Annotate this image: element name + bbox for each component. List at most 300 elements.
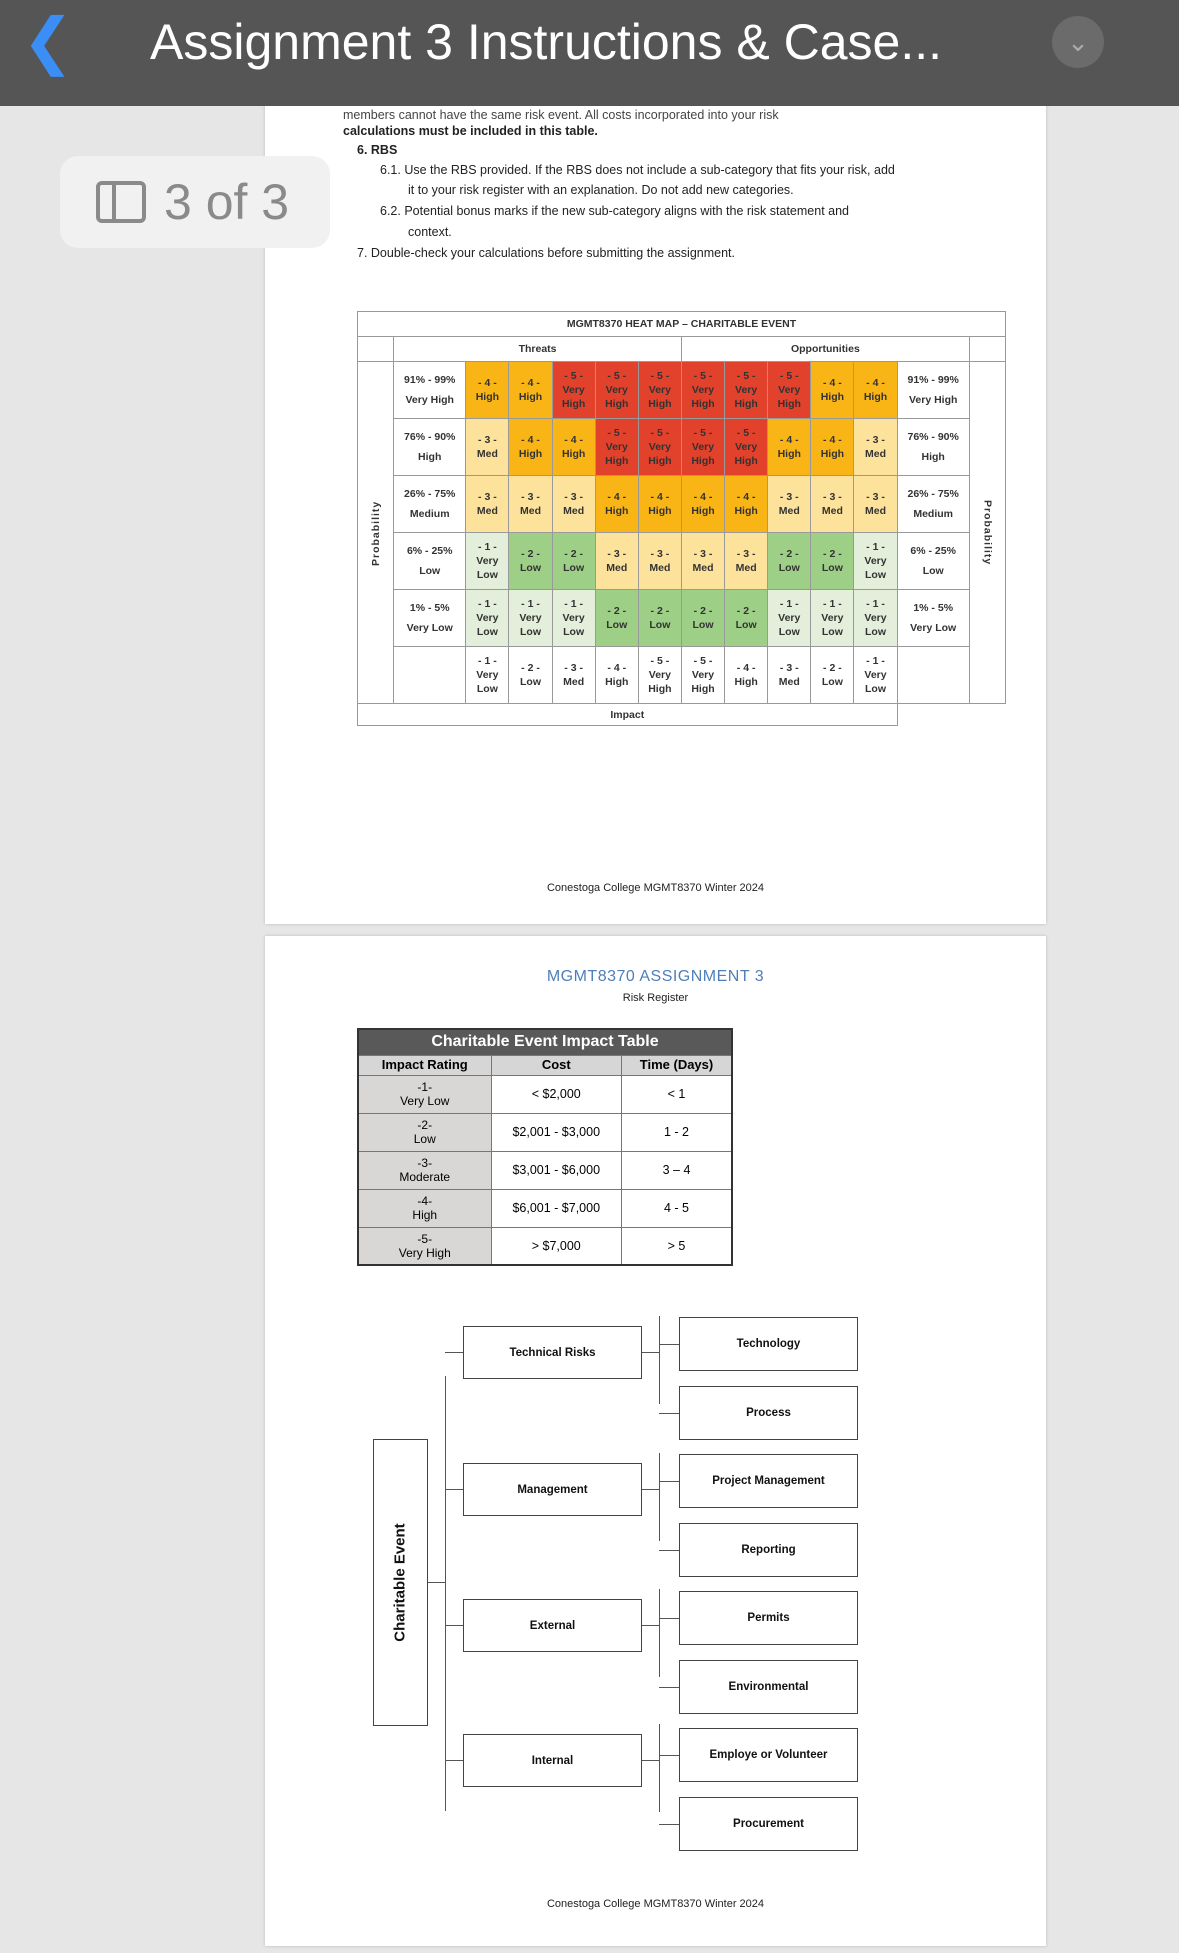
- cell-score: - 3 -: [866, 491, 885, 503]
- cell-score: - 1 -: [564, 598, 583, 610]
- rbs-root: [373, 1439, 428, 1726]
- connector-line: [445, 1489, 463, 1490]
- item-6-1-cont: it to your risk register with an explanation. Do not add new categories.: [408, 183, 794, 197]
- level: Very High: [405, 394, 454, 406]
- rating-num: -5-: [417, 1231, 433, 1246]
- heat-cell: [638, 419, 681, 476]
- heat-cell: [595, 419, 638, 476]
- heat-cell: [811, 419, 854, 476]
- cell-label: Very High: [734, 384, 758, 410]
- level: Medium: [913, 508, 954, 520]
- cell-score: - 5 -: [607, 370, 627, 382]
- cell-score: - 5 -: [693, 427, 713, 439]
- rating-name: Moderate: [399, 1170, 451, 1184]
- top-bar: [0, 0, 1179, 106]
- connector-line: [659, 1453, 660, 1541]
- cell-score: - 5 -: [779, 370, 799, 382]
- cell-label: Very High: [605, 441, 629, 467]
- cell-score: - 3 -: [866, 434, 885, 446]
- impact-cell: [811, 647, 854, 704]
- impact-rating: [358, 1227, 491, 1265]
- threats-header: Threats: [394, 337, 682, 362]
- item-6-2-cont: context.: [408, 225, 452, 239]
- cell-label: High: [518, 391, 543, 403]
- connector-line: [642, 1489, 659, 1490]
- heat-cell: [854, 590, 897, 647]
- cost-cell: < $2,000: [491, 1075, 622, 1113]
- rbs-subcategory: [679, 1660, 858, 1714]
- cell-label: Very Low: [476, 555, 499, 581]
- heat-cell: [638, 476, 681, 533]
- impact-cell: [466, 647, 509, 704]
- cell-score: - 2 -: [823, 662, 842, 674]
- cell-label: High: [820, 448, 845, 460]
- cell-label: Very High: [691, 441, 715, 467]
- blank: [394, 647, 466, 704]
- level: Very Low: [406, 622, 453, 634]
- rbs-subcategory: [679, 1317, 858, 1371]
- heat-cell: [638, 590, 681, 647]
- cell-score: - 5 -: [650, 427, 670, 439]
- cost-cell: $2,001 - $3,000: [491, 1113, 622, 1151]
- cell-score: - 5 -: [736, 370, 756, 382]
- cell-label: Very Low: [864, 612, 887, 638]
- cell-score: - 2 -: [693, 605, 713, 617]
- cell-label: Very High: [561, 384, 586, 410]
- opportunities-header: Opportunities: [681, 337, 969, 362]
- connector-line: [659, 1824, 679, 1825]
- connector-line: [659, 1550, 679, 1551]
- probability-label-left: Probability: [358, 362, 394, 704]
- rbs-subcategory-label: Employe or Volunteer: [709, 1749, 828, 1761]
- cell-score: - 3 -: [650, 548, 670, 560]
- heat-cell: [681, 419, 724, 476]
- heat-cell: [466, 590, 509, 647]
- cell-label: Very Low: [778, 612, 801, 638]
- cell-score: - 3 -: [693, 548, 713, 560]
- cell-label: Med: [778, 505, 800, 517]
- connector-line: [659, 1344, 679, 1345]
- cell-score: - 4 -: [564, 434, 583, 446]
- cell-label: Low: [563, 562, 585, 574]
- impact-rating: [358, 1113, 491, 1151]
- col-header: Impact Rating: [358, 1055, 491, 1075]
- cell-label: Very Low: [864, 669, 887, 695]
- cell-score: - 1 -: [478, 541, 497, 553]
- rbs-category-label: Internal: [531, 1754, 574, 1767]
- pct: 6% - 25%: [910, 545, 956, 557]
- cell-label: Med: [476, 505, 498, 517]
- cell-score: - 3 -: [779, 662, 799, 674]
- connector-line: [642, 1625, 659, 1626]
- probability-level: [394, 419, 466, 476]
- cell-label: Low: [778, 562, 800, 574]
- heat-map-title: MGMT8370 HEAT MAP – CHARITABLE EVENT: [358, 312, 1006, 337]
- cell-score: - 2 -: [521, 548, 540, 560]
- cell-score: - 4 -: [607, 491, 627, 503]
- connector-line: [445, 1625, 463, 1626]
- cell-score: - 1 -: [866, 655, 885, 667]
- cell-label: Very High: [648, 441, 672, 467]
- heat-cell: [595, 533, 638, 590]
- rbs-category: [463, 1599, 642, 1652]
- cell-label: Low: [692, 619, 714, 631]
- cell-score: - 1 -: [866, 541, 885, 553]
- heat-cell: [595, 590, 638, 647]
- time-cell: 1 - 2: [622, 1113, 732, 1151]
- cell-score: - 4 -: [823, 434, 842, 446]
- level: Low: [922, 565, 944, 577]
- page-count: 3 of 3: [164, 174, 290, 230]
- connector-line: [445, 1376, 446, 1811]
- probability-level: [394, 476, 466, 533]
- cell-label: Med: [606, 562, 628, 574]
- rating-num: -2-: [417, 1118, 433, 1132]
- impact-table-caption: Charitable Event Impact Table: [358, 1029, 732, 1055]
- heat-cell: [681, 362, 724, 419]
- heat-cell: [768, 419, 811, 476]
- heat-cell: [854, 533, 897, 590]
- cell-label: High: [777, 448, 801, 460]
- rbs-root-label: Charitable Event: [392, 1523, 409, 1642]
- heat-cell: [552, 533, 595, 590]
- cell-score: - 3 -: [779, 491, 799, 503]
- rbs-subcategory-label: Procurement: [733, 1817, 804, 1830]
- cell-label: High: [820, 391, 845, 403]
- level: High: [418, 451, 442, 463]
- time-cell: > 5: [622, 1227, 732, 1265]
- cell-label: Med: [865, 448, 887, 460]
- heat-cell: [552, 476, 595, 533]
- rbs-subcategory: [679, 1728, 858, 1782]
- rbs-subcategory: [679, 1797, 858, 1851]
- cell-score: - 4 -: [521, 434, 540, 446]
- cell-label: Very Low: [519, 612, 542, 638]
- document-title: Assignment 3 Instructions & Case...: [150, 14, 943, 70]
- heat-cell: [811, 533, 854, 590]
- probability-label-right: Probability: [969, 362, 1005, 704]
- heat-cell: [681, 476, 724, 533]
- rbs-category: [463, 1463, 642, 1516]
- cell-label: High: [475, 391, 500, 403]
- back-chevron-icon[interactable]: ❮: [22, 7, 74, 76]
- probability-level-right: [897, 476, 969, 533]
- heat-cell: [466, 476, 509, 533]
- page-footer: Conestoga College MGMT8370 Winter 2024: [546, 1898, 765, 1910]
- cut-text: members cannot have the same risk event. All costs incorporated into your risk: [343, 108, 779, 122]
- cell-score: - 3 -: [478, 491, 497, 503]
- item-6-1: 6.1. Use the RBS provided. If the RBS does not include a sub-category that fits your risk, add: [380, 163, 895, 177]
- heat-cell: [595, 362, 638, 419]
- pct: 1% - 5%: [409, 602, 450, 614]
- level: High: [921, 451, 945, 463]
- rating-num: -4-: [417, 1194, 433, 1208]
- probability-level: [394, 590, 466, 647]
- rbs-subcategory: [679, 1454, 858, 1508]
- cell-label: High: [561, 448, 586, 460]
- cell-score: - 4 -: [693, 491, 713, 503]
- cell-score: - 1 -: [478, 655, 497, 667]
- cell-label: High: [734, 676, 758, 688]
- text-line: calculations must be included in this table.: [343, 124, 598, 138]
- heat-cell: [768, 362, 811, 419]
- impact-cell: [638, 647, 681, 704]
- pct: 1% - 5%: [913, 602, 954, 614]
- document-page-3: [265, 936, 1046, 1946]
- rbs-category-label: Technical Risks: [509, 1346, 596, 1359]
- level: Medium: [409, 508, 450, 520]
- impact-row: [358, 1189, 732, 1227]
- cost-cell: $3,001 - $6,000: [491, 1151, 622, 1189]
- cell-score: - 1 -: [478, 598, 497, 610]
- cell-label: High: [518, 448, 543, 460]
- heat-cell: [681, 533, 724, 590]
- cell-score: - 5 -: [736, 427, 756, 439]
- cell-label: High: [863, 391, 888, 403]
- heat-cell: [768, 476, 811, 533]
- heat-cell: [552, 362, 595, 419]
- cell-label: Med: [692, 562, 714, 574]
- impact-row: [358, 1227, 732, 1265]
- impact-label: Impact: [358, 704, 898, 726]
- impact-row: [358, 1075, 732, 1113]
- impact-cell: [595, 647, 638, 704]
- col-header: Cost: [491, 1055, 622, 1075]
- cell-label: Very High: [777, 384, 801, 410]
- cell-score: - 4 -: [779, 434, 799, 446]
- cell-label: Low: [520, 676, 542, 688]
- heat-cell: [509, 362, 552, 419]
- impact-cell: [509, 647, 552, 704]
- heat-cell: [768, 590, 811, 647]
- rbs-subcategory-label: Project Management: [712, 1475, 825, 1487]
- probability-level-right: [897, 533, 969, 590]
- cell-score: - 3 -: [521, 491, 540, 503]
- cell-label: Med: [476, 448, 498, 460]
- assignment-subtitle: Risk Register: [622, 992, 689, 1004]
- connector-line: [642, 1352, 659, 1353]
- cell-score: - 5 -: [607, 427, 627, 439]
- rbs-subcategory-label: Permits: [747, 1612, 790, 1624]
- connector-line: [659, 1589, 660, 1677]
- cell-score: - 1 -: [521, 598, 540, 610]
- rbs-subcategory-label: Technology: [736, 1338, 801, 1350]
- connector-line: [445, 1352, 463, 1353]
- cell-label: Very High: [648, 669, 672, 695]
- cell-label: Med: [778, 676, 800, 688]
- cell-score: - 5 -: [693, 370, 713, 382]
- heat-cell: [552, 590, 595, 647]
- cell-label: Low: [821, 676, 843, 688]
- heat-cell: [466, 419, 509, 476]
- item-6-2: 6.2. Potential bonus marks if the new sub-category aligns with the risk statement and: [380, 204, 849, 218]
- cell-label: Very Low: [562, 612, 585, 638]
- heat-cell: [768, 533, 811, 590]
- cell-score: - 2 -: [607, 605, 627, 617]
- cell-label: Very High: [605, 384, 629, 410]
- heat-cell: [638, 533, 681, 590]
- impact-rating: [358, 1075, 491, 1113]
- rbs-subcategory-label: Environmental: [728, 1680, 809, 1693]
- connector-line: [659, 1413, 679, 1414]
- connector-line: [659, 1724, 660, 1812]
- rating-name: Very High: [398, 1245, 451, 1260]
- item-6: 6. RBS: [357, 143, 398, 157]
- heat-cell: [725, 590, 768, 647]
- cell-label: High: [605, 676, 629, 688]
- heat-cell: [811, 476, 854, 533]
- chevron-down-icon[interactable]: ⌄: [1052, 16, 1104, 68]
- probability-level-right: [897, 419, 969, 476]
- heat-cell: [595, 476, 638, 533]
- cell-label: Low: [520, 562, 542, 574]
- connector-line: [659, 1618, 679, 1619]
- rbs-subcategory-label: Reporting: [741, 1543, 796, 1556]
- cell-label: High: [734, 505, 758, 517]
- cell-score: - 1 -: [823, 598, 842, 610]
- cell-label: Very Low: [476, 612, 499, 638]
- rbs-subcategory: [679, 1591, 858, 1645]
- cell-score: - 3 -: [564, 491, 583, 503]
- probability-level-right: [897, 362, 969, 419]
- pct: 76% - 90%: [907, 431, 959, 443]
- cell-score: - 3 -: [736, 548, 756, 560]
- rbs-category-label: Management: [517, 1483, 588, 1496]
- col-header: Time (Days): [622, 1055, 732, 1075]
- cell-score: - 2 -: [521, 662, 540, 674]
- cell-score: - 3 -: [564, 662, 583, 674]
- cell-score: - 4 -: [521, 377, 540, 389]
- pct: 6% - 25%: [406, 545, 453, 557]
- cell-score: - 4 -: [736, 491, 756, 503]
- rating-num: -3-: [417, 1156, 433, 1170]
- impact-cell: [854, 647, 897, 704]
- connector-line: [659, 1316, 660, 1404]
- heat-cell: [681, 590, 724, 647]
- heat-cell: [509, 590, 552, 647]
- pct: 91% - 99%: [907, 374, 959, 386]
- cell-score: - 5 -: [650, 655, 670, 667]
- page-footer: Conestoga College MGMT8370 Winter 2024: [546, 882, 765, 894]
- cell-score: - 4 -: [478, 377, 497, 389]
- cell-label: Low: [821, 562, 843, 574]
- heat-cell: [466, 362, 509, 419]
- cell-label: Very High: [734, 441, 758, 467]
- cell-score: - 5 -: [564, 370, 583, 382]
- item-7: 7. Double-check your calculations before submitting the assignment.: [357, 246, 735, 260]
- heat-map-table: [357, 311, 1006, 726]
- rating-name: High: [412, 1208, 438, 1222]
- rating-name: Low: [413, 1132, 436, 1146]
- heat-cell: [811, 590, 854, 647]
- cell-score: - 4 -: [650, 491, 670, 503]
- probability-level: [394, 362, 466, 419]
- impact-cell: [681, 647, 724, 704]
- rbs-subcategory-label: Process: [746, 1406, 791, 1419]
- heat-cell: [811, 362, 854, 419]
- cell-score: - 1 -: [779, 598, 799, 610]
- cell-score: - 3 -: [478, 434, 497, 446]
- connector-line: [428, 1582, 445, 1583]
- pct: 76% - 90%: [404, 431, 456, 443]
- rating-name: Very Low: [400, 1094, 450, 1108]
- cell-label: Very High: [691, 669, 715, 695]
- cell-score: - 4 -: [823, 377, 842, 389]
- rbs-category: [463, 1734, 642, 1787]
- time-cell: 4 - 5: [622, 1189, 732, 1227]
- cell-score: - 5 -: [650, 370, 670, 382]
- cell-label: Med: [735, 562, 757, 574]
- level: Very High: [908, 394, 958, 406]
- rbs-subcategory: [679, 1386, 858, 1440]
- cell-label: Very Low: [476, 669, 499, 695]
- heat-cell: [854, 476, 897, 533]
- heat-cell: [725, 476, 768, 533]
- cell-score: - 2 -: [823, 548, 842, 560]
- cell-label: Very Low: [864, 555, 887, 581]
- pct: 26% - 75%: [907, 488, 959, 500]
- heat-cell: [509, 533, 552, 590]
- cell-label: High: [691, 505, 715, 517]
- level: Low: [419, 565, 441, 577]
- cell-score: - 4 -: [736, 662, 756, 674]
- probability-level-right: [897, 590, 969, 647]
- cell-label: High: [605, 505, 629, 517]
- connector-line: [659, 1481, 679, 1482]
- cell-score: - 1 -: [866, 598, 885, 610]
- heat-cell: [725, 533, 768, 590]
- cell-label: Low: [735, 619, 757, 631]
- rbs-category-label: External: [529, 1619, 576, 1632]
- heat-cell: [552, 419, 595, 476]
- impact-row: [358, 1113, 732, 1151]
- probability-level: [394, 533, 466, 590]
- cell-score: - 4 -: [866, 377, 885, 389]
- heat-cell: [854, 362, 897, 419]
- page-indicator[interactable]: [60, 156, 330, 248]
- heat-cell: [854, 419, 897, 476]
- impact-cell: [768, 647, 811, 704]
- connector-line: [445, 1760, 463, 1761]
- cell-label: Very High: [691, 384, 715, 410]
- cell-label: Low: [649, 619, 671, 631]
- cell-score: - 4 -: [607, 662, 627, 674]
- cell-score: - 2 -: [564, 548, 583, 560]
- pct: 91% - 99%: [404, 374, 456, 386]
- impact-rating: [358, 1189, 491, 1227]
- heat-cell: [466, 533, 509, 590]
- cell-score: - 2 -: [736, 605, 756, 617]
- cell-label: High: [648, 505, 672, 517]
- document-page-2: [265, 90, 1046, 924]
- pct: 26% - 75%: [404, 488, 456, 500]
- heat-cell: [725, 362, 768, 419]
- heat-cell: [725, 419, 768, 476]
- time-cell: 3 – 4: [622, 1151, 732, 1189]
- blank: [897, 647, 969, 704]
- cell-score: - 2 -: [650, 605, 670, 617]
- rbs-subcategory: [679, 1523, 858, 1577]
- time-cell: < 1: [622, 1075, 732, 1113]
- heat-cell: [638, 362, 681, 419]
- cell-label: Med: [520, 505, 542, 517]
- cell-label: Med: [563, 505, 585, 517]
- rating-num: -1-: [417, 1080, 433, 1094]
- cost-cell: > $7,000: [491, 1227, 622, 1265]
- impact-table: [357, 1028, 733, 1266]
- cell-score: - 2 -: [779, 548, 799, 560]
- cell-label: Med: [821, 505, 843, 517]
